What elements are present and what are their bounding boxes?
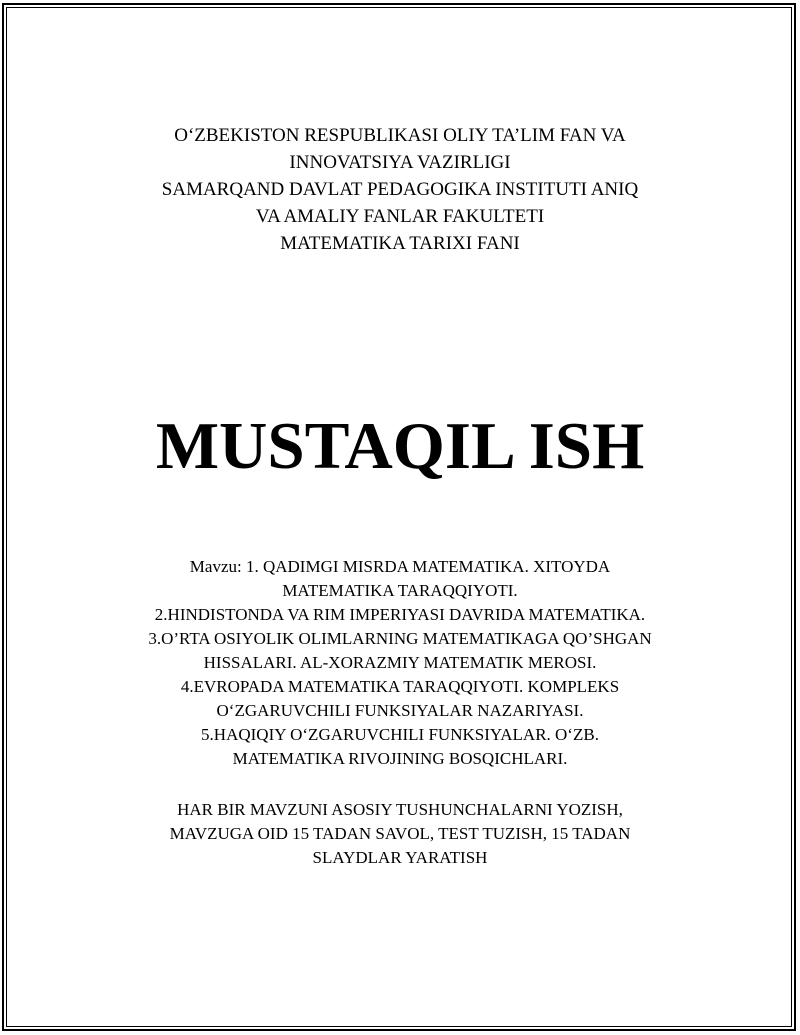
topics-list <box>0 555 800 771</box>
header-line: MATEMATIKA TARIXI FANI <box>280 233 520 254</box>
header-line: O‘ZBEKISTON RESPUBLIKASI OLIY TA’LIM FAN VA <box>174 125 626 146</box>
topic-line: 2.HINDISTONDA VA RIM IMPERIYASI DAVRIDA MATEMATIKA. <box>154 605 646 624</box>
topic-line: 5.HAQIQIY O‘ZGARUVCHILI FUNKSIYALAR. O‘ZB. <box>201 725 599 744</box>
header-line: INNOVATSIYA VAZIRLIGI <box>289 152 511 173</box>
topic-line: Mavzu: 1. QADIMGI MISRDA MATEMATIKA. XITOYDA <box>189 557 611 576</box>
task-line: HAR BIR MAVZUNI ASOSIY TUSHUNCHALARNI YOZISH, <box>177 800 623 819</box>
topic-line: MATEMATIKA TARAQQIYOTI. <box>282 581 518 600</box>
header-line: VA AMALIY FANLAR FAKULTETI <box>255 206 545 227</box>
task-description <box>0 798 800 870</box>
header-line: SAMARQAND DAVLAT PEDAGOGIKA INSTITUTI ANIQ <box>161 179 639 200</box>
task-line: MAVZUGA OID 15 TADAN SAVOL, TEST TUZISH, 15 TADAN <box>169 824 631 843</box>
topic-line: 4.EVROPADA MATEMATIKA TARAQQIYOTI. KOMPLEKS <box>180 677 620 696</box>
topic-line: 3.O’RTA OSIYOLIK OLIMLARNING MATEMATIKAGA QO’SHGAN <box>148 629 652 648</box>
institution-header <box>0 122 800 257</box>
topic-line: O‘ZGARUVCHILI FUNKSIYALAR NAZARIYASI. <box>216 701 584 720</box>
document-title: MUSTAQIL ISH <box>155 409 645 483</box>
task-line: SLAYDLAR YARATISH <box>312 848 488 867</box>
topic-line: HISSALARI. AL-XORAZMIY MATEMATIK MEROSI. <box>203 653 597 672</box>
topic-line: MATEMATIKA RIVOJINING BOSQICHLARI. <box>232 749 568 768</box>
